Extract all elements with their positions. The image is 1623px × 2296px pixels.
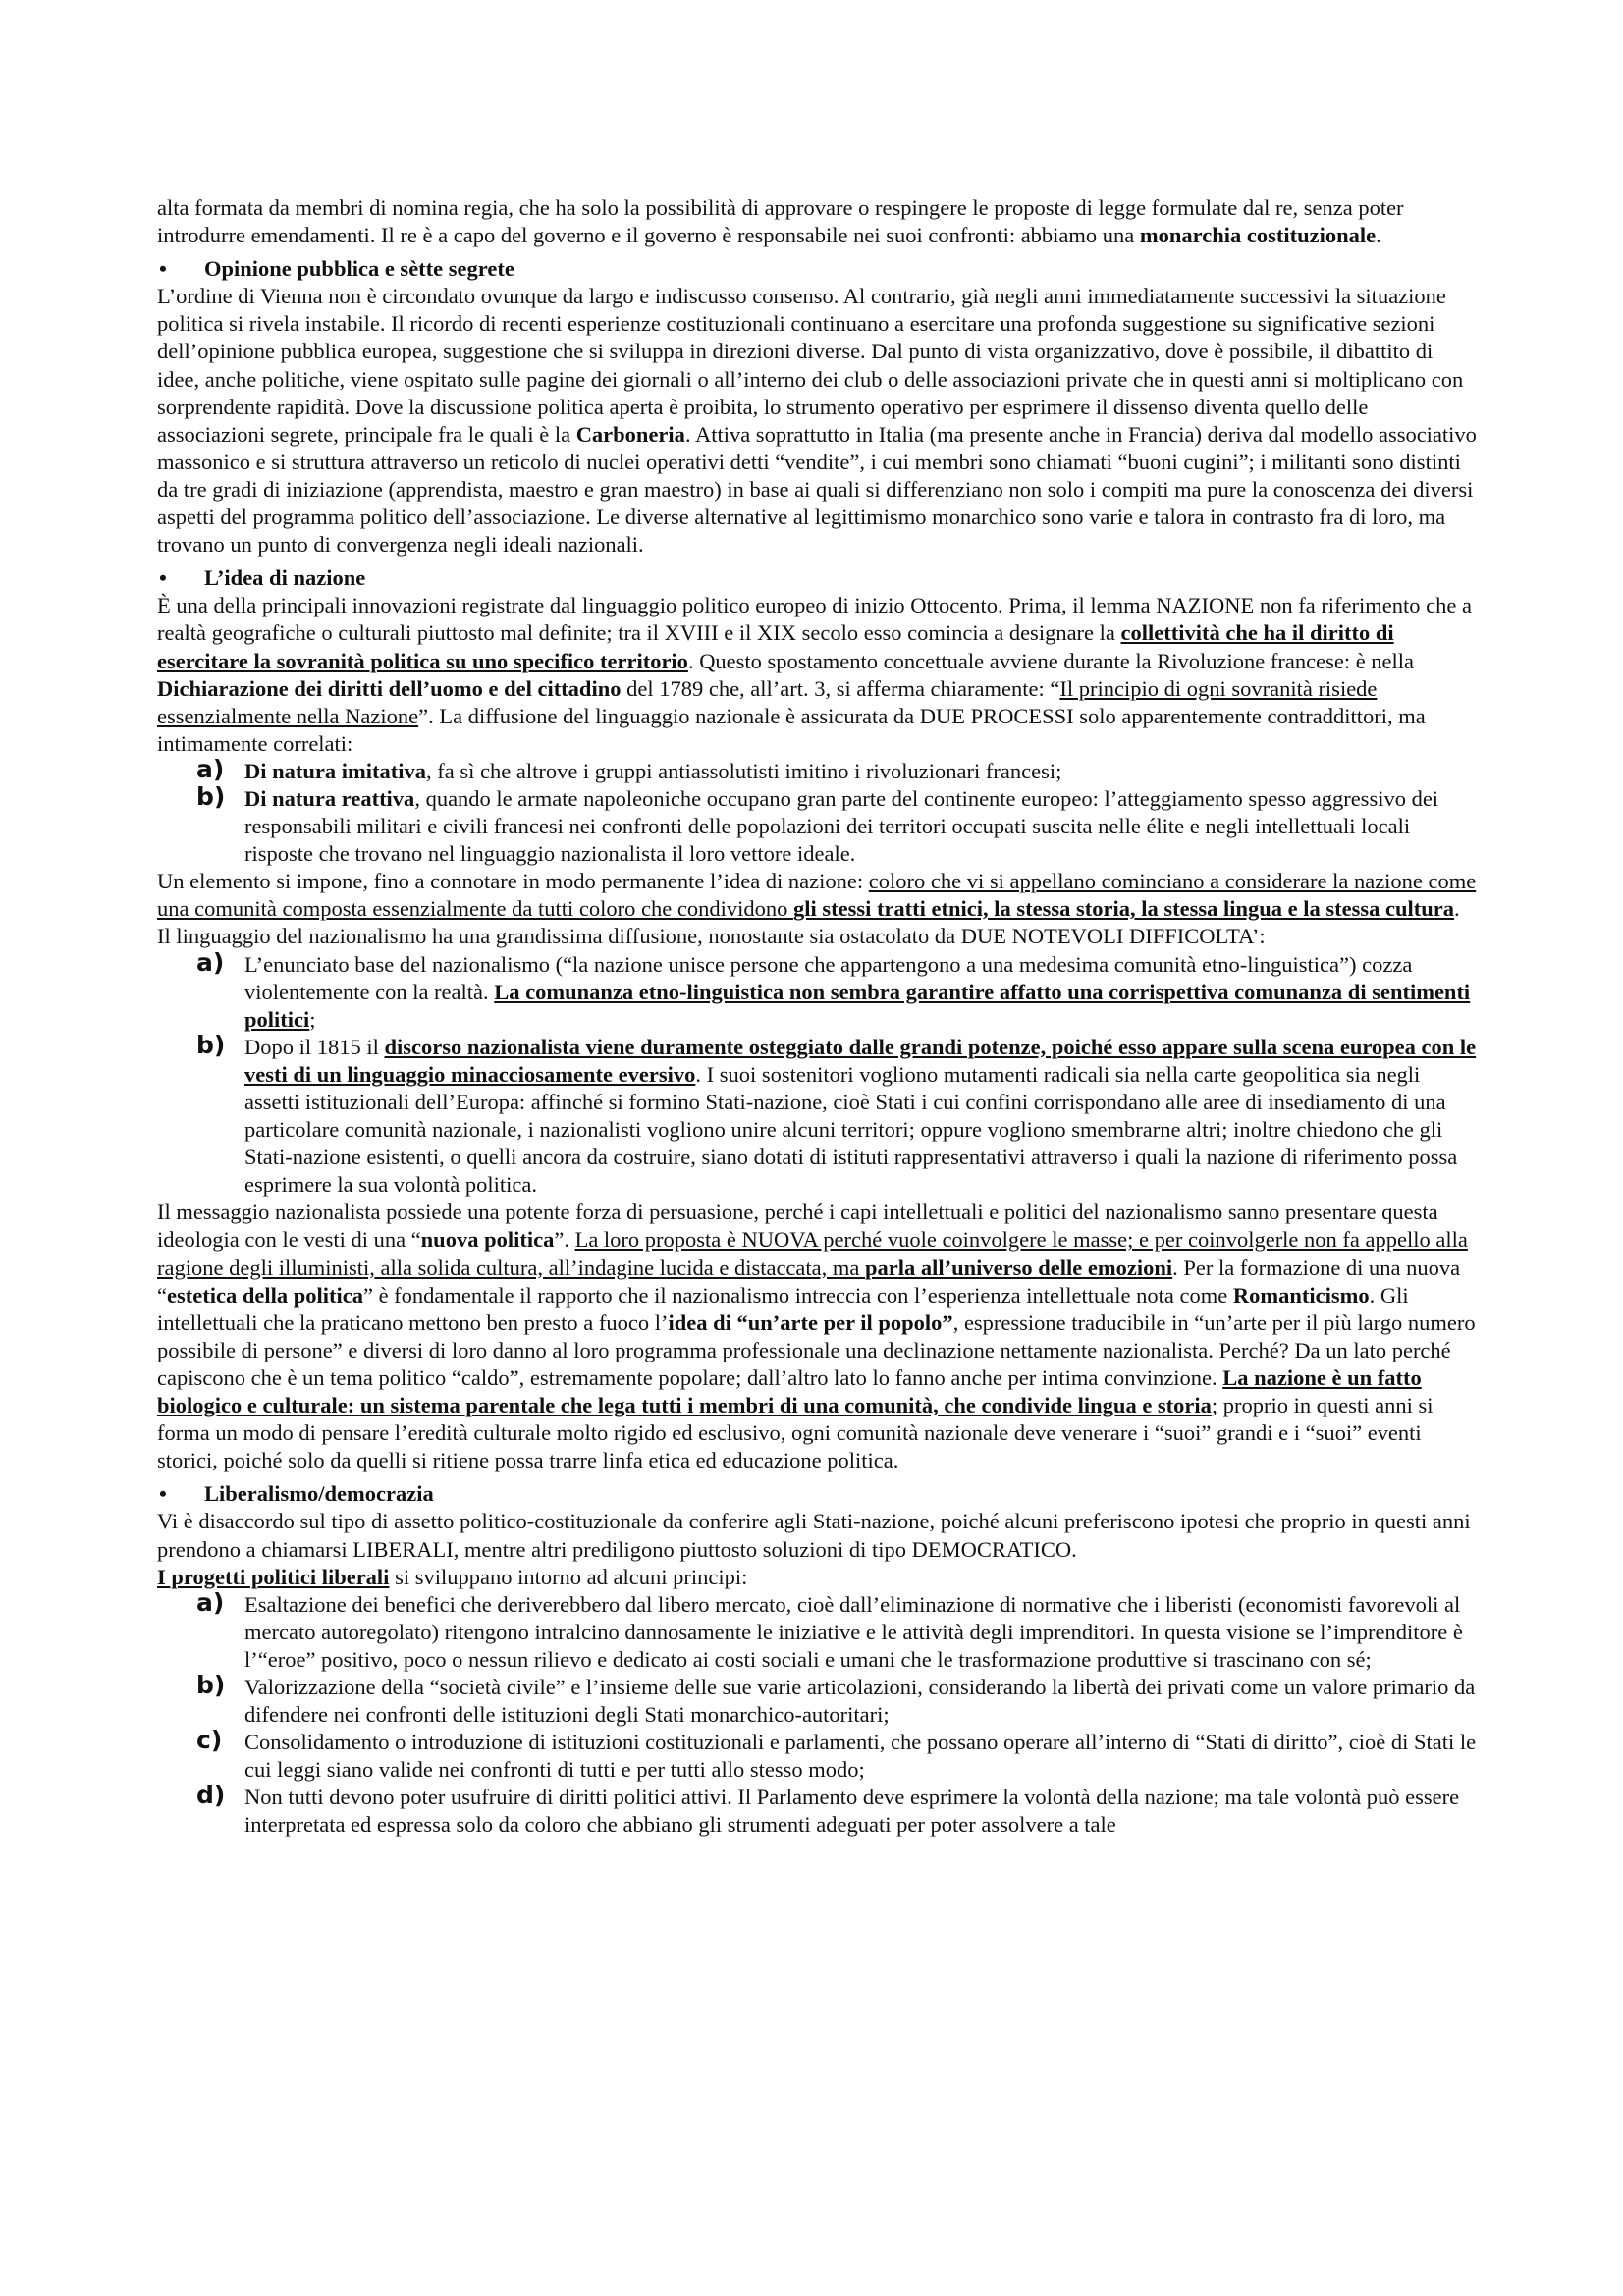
list-marker: b) xyxy=(196,1670,226,1699)
text-run: Valorizzazione della “società civile” e l’insieme delle sue varie articolazioni, considerando la libertà dei privati come un valore primario da difendere nei confronti delle istituzioni degli Stati monarchico-autoritari; xyxy=(244,1674,1476,1728)
list-marker: c) xyxy=(196,1726,223,1755)
underlined-text: coloro che vi si appellano cominciano a considerare la nazione come una comunità composta essenzialmente da tutti coloro che condividono xyxy=(157,869,1477,922)
list-item-text xyxy=(244,1675,1475,1727)
bold-text: Carboneria xyxy=(575,421,685,447)
bold-text: Romanticismo xyxy=(1232,1282,1370,1308)
emphasis-text: La nazione è un fatto biologico e culturale: un sistema parentale che lega tutti i membri di una comunità, che condivide lingua e storia xyxy=(157,1364,1422,1418)
paragraph-messaggio xyxy=(157,1199,1478,1474)
bold-text: idea di “un’arte per il popolo” xyxy=(668,1309,953,1335)
text-run: . Il linguaggio del nazionalismo ha una grandissima diffusione, nonostante sia ostacolato da DUE NOTEVOLI DIFFICOLTA’: xyxy=(157,896,1460,949)
text-run: , espressione traducibile in “un’arte per il più largo numero possibile di persone” e diversi di loro danno al loro programma professionale una declinazione nettamente nazionalista. Perché? Da un lato perché capiscono che è un tema politico “caldo”, estremamente popolare; dall’altro lato lo fanno anche per intima convinzione. xyxy=(157,1309,1476,1390)
text-run: ” è fondamentale il rapporto che il nazionalismo intreccia con l’esperienza intellettuale nota come xyxy=(362,1282,1233,1308)
underlined-text: Il principio di ogni sovranità risiede essenzialmente nella Nazione xyxy=(157,675,1378,728)
bullet-icon: • xyxy=(159,1481,167,1507)
text-run: . Gli intellettuali che la praticano mettono ben presto a fuoco l’ xyxy=(157,1282,1409,1335)
list-marker: a) xyxy=(196,1587,225,1617)
list-item xyxy=(157,1030,1478,1200)
text-run: Non tutti devono poter usufruire di diritti politici attivi. Il Parlamento deve esprimere la volontà della nazione; ma tale volontà può essere interpretata ed espressa solo da coloro che abbiano gli strumenti adeguati per poter assolvere a tale xyxy=(244,1785,1460,1838)
list-item-text xyxy=(244,1035,1476,1197)
bold-text: estetica della politica xyxy=(167,1282,363,1308)
list-difficolta xyxy=(157,947,1478,1200)
text-run: ”. xyxy=(554,1227,575,1253)
bullet-icon: • xyxy=(159,565,167,591)
text-run: ; xyxy=(309,1006,316,1032)
paragraph-elemento xyxy=(157,868,1478,950)
list-item-text xyxy=(244,759,1061,783)
emphasis-text: parla all’universo delle emozioni xyxy=(865,1255,1173,1280)
bold-underlined-text xyxy=(157,1565,389,1589)
text-run: , fa sì che altrove i gruppi antiassolutisti imitino i rivoluzionari francesi; xyxy=(426,758,1062,783)
text-run: Il messaggio nazionalista possiede una potente forza di persuasione, perché i capi intellettuali e politici del nazionalismo sanno presentare questa ideologia con le vesti di una “ xyxy=(157,1200,1438,1253)
bold-text: Di natura imitativa xyxy=(244,758,426,783)
list-principi xyxy=(157,1587,1478,1840)
text-run: . Per la formazione di una nuova “ xyxy=(157,1255,1461,1308)
list-item xyxy=(157,947,1478,1034)
text-run: ”. La diffusione del linguaggio nazionale è assicurata da DUE PROCESSI solo apparentemente contraddittori, ma intimamente correlati: xyxy=(157,703,1426,756)
text-run: Esaltazione dei benefici che deriverebbero dal libero mercato, cioè dall’eliminazione di normative che i liberisti (economisti favorevoli al mercato autoregolato) ritengono intralcino dannosamente le iniziative e le attività degli imprenditori. In questa visione se l’imprenditore è l’“eroe” positivo, poco o nessun rilievo e dedicato ai costi sociali e umani che le trasformazione produttive si trascinano con sé; xyxy=(244,1591,1463,1672)
text-run: del 1789 che, all’art. 3, si afferma chiaramente: “ xyxy=(621,675,1060,701)
section-heading-liberalismo xyxy=(157,1480,1478,1508)
text-run: È una della principali innovazioni registrate dal linguaggio politico europeo di inizio Ottocento. Prima, il lemma NAZIONE non fa riferimento che a realtà geografiche o culturali piuttosto mal definite; tra il XVIII e il XIX secolo esso comincia a designare la xyxy=(157,593,1472,646)
emphasis-text: collettività che ha il diritto di esercitare la sovranità politica su uno specifico territorio xyxy=(157,620,1394,673)
text-run: L’enunciato base del nazionalismo (“la nazione unisce persone che appartengono a una medesima comunità etno-linguistica”) cozza violentemente con la realtà. xyxy=(244,951,1413,1004)
list-item xyxy=(157,1587,1478,1674)
paragraph-nazione xyxy=(157,592,1478,758)
text-run: , quando le armate napoleoniche occupano gran parte del continente europeo: l’atteggiamento spesso aggressivo dei responsabili militari e civili francesi nei confronti delle popolazioni dei territori occupati suscita nelle élite e negli intellettuali locali risposte che trovano nel linguaggio nazionalista il loro vettore ideale. xyxy=(244,785,1439,867)
bold-underlined-text xyxy=(865,1255,1172,1280)
list-marker: a) xyxy=(196,947,225,977)
list-item xyxy=(157,1726,1478,1784)
text-run: si sviluppano intorno ad alcuni principi: xyxy=(389,1564,748,1589)
text-run: . I suoi sostenitori vogliono mutamenti radicali sia nella carte geopolitica sia negli assetti istituzionali dell’Europa: affinché si formino Stati-nazione, cioè Stati i cui confini corrispondano alle aree di insediamento di una particolare comunità nazionale, i nazionalisti vogliono unire alcuni territori; oppure vogliono smembrarne altri; inoltre chiedono che gli Stati-nazione esistenti, o quelli ancora da costruire, siano dotati di istituti rappresentativi attraverso i quali la nazione di riferimento possa esprimere la sua volontà politica. xyxy=(244,1061,1458,1198)
bold-text: Dichiarazione dei diritti dell’uomo e del cittadino xyxy=(157,675,622,701)
text-run: . Attiva soprattutto in Italia (ma presente anche in Francia) deriva dal modello associativo massonico e si struttura attraverso un reticolo di nuclei operativi detti “vendite”, i cui membri sono chiamati “buoni cugini”; i militanti sono distinti da tre gradi di iniziazione (apprendista, maestro e gran maestro) in base ai quali si differenziano non solo i compiti ma pure la conoscenza dei diversi aspetti del programma politico dell’associazione. Le diverse alternative al legittimismo monarchico sono varie e talora in contrasto fra di loro, ma trovano un punto di convergenza negli ideali nazionali. xyxy=(157,421,1477,558)
underlined-text: La loro proposta è NUOVA perché vuole coinvolgere le masse; e per coinvolgerle non fa appello alla ragione degli illuministi, alla solida cultura, all’indagine lucida e distaccata, ma xyxy=(157,1227,1468,1280)
list-item-text xyxy=(244,786,1438,866)
list-item xyxy=(157,754,1478,785)
text-run: alta formata da membri di nomina regia, che ha solo la possibilità di approvare o respingere le proposte di legge formulate dal re, senza poter introdurre emendamenti. Il re è a capo del governo e il governo è responsabile nei suoi confronti: abbiamo una xyxy=(157,195,1404,248)
text-run: Consolidamento o introduzione di istituzioni costituzionali e parlamenti, che possano operare all’interno di “Stati di diritto”, cioè di Stati le cui leggi siano valide nei confronti di tutti e per tutti allo stesso modo; xyxy=(244,1730,1477,1783)
list-item xyxy=(157,1781,1478,1839)
list-marker: b) xyxy=(196,781,226,811)
text-run: ; proprio in questi anni si forma un modo di pensare l’eredità culturale molto rigido ed esclusivo, ogni comunità nazionale deve venerare i “suoi” grandi e i “suoi” eventi storici, poiché solo da quelli si ritiene possa trarre linfa etica ed educazione politica. xyxy=(157,1393,1434,1473)
list-marker: b) xyxy=(196,1030,226,1059)
heading-text: L’idea di nazione xyxy=(204,565,366,591)
list-item-text xyxy=(244,952,1470,1032)
text-run: L’ordine di Vienna non è circondato ovunque da largo e indiscusso consenso. Al contrario, già negli anni immediatamente successivi la situazione politica si rivela instabile. Il ricordo di recenti esperienze costituzionali continuano a esercitare una profonda suggestione su significative sezioni dell’opinione pubblica europea, suggestione che si sviluppa in direzioni diverse. Dal punto di vista organizzativo, dove è possibile, il dibattito di idee, anche politiche, viene ospitato sulle pagine dei giornali o all’interno dei club o delle associazioni private che in questi anni si moltiplicano con sorprendente rapidità. Dove la discussione politica aperta è proibita, lo strumento operativo per esprimere il dissenso diventa quello delle associazioni segrete, principale fra le quali è la xyxy=(157,284,1464,447)
intro-paragraph xyxy=(157,194,1478,249)
list-item-text xyxy=(244,1730,1476,1782)
bold-text: nuova politica xyxy=(420,1227,555,1253)
bold-underlined-text xyxy=(793,896,1454,921)
heading-text: Liberalismo/democrazia xyxy=(204,1481,434,1507)
bold-text: Di natura reattiva xyxy=(244,785,415,811)
text-run: Un elemento si impone, fino a connotare in modo permanente l’idea di nazione: xyxy=(157,869,869,894)
paragraph-progetti-liberali xyxy=(157,1564,1478,1591)
paragraph-disaccordo xyxy=(157,1508,1478,1563)
text-run: . Questo spostamento concettuale avviene durante la Rivoluzione francese: è nella xyxy=(687,648,1415,673)
section-heading-nazione xyxy=(157,564,1478,592)
bullet-icon: • xyxy=(159,256,167,282)
list-item-text xyxy=(244,1785,1459,1837)
section-heading-opinione xyxy=(157,255,1478,283)
text-run: . xyxy=(1376,223,1381,248)
page-content xyxy=(157,194,1478,1840)
emphasis-text: La comunanza etno-linguistica non sembra garantire affatto una corrispettiva comunanza di sentimenti politici xyxy=(244,979,1471,1032)
bold-text: monarchia costituzionale xyxy=(1139,223,1377,248)
list-item xyxy=(157,781,1478,868)
list-marker: d) xyxy=(196,1781,226,1810)
list-item xyxy=(157,1670,1478,1729)
list-item-text xyxy=(244,1592,1463,1672)
emphasis-text: discorso nazionalista viene duramente osteggiato dalle grandi potenze, poiché esso appare sulla scena europea con le vesti di un linguaggio minacciosamente eversivo xyxy=(244,1034,1477,1087)
emphasis-text: gli stessi tratti etnici, la stessa storia, la stessa lingua e la stessa cultura xyxy=(792,896,1455,922)
paragraph-opinione xyxy=(157,283,1478,559)
list-marker: a) xyxy=(196,754,225,783)
text-run: Dopo il 1815 il xyxy=(244,1034,385,1059)
emphasis-text: I progetti politici liberali xyxy=(157,1564,390,1589)
heading-text: Opinione pubblica e sètte segrete xyxy=(204,256,514,282)
list-due-processi xyxy=(157,754,1478,868)
text-run: Vi è disaccordo sul tipo di assetto politico-costituzionale da conferire agli Stati-nazione, poiché alcuni preferiscono ipotesi che proprio in questi anni prendono a chiamarsi LIBERALI, mentre altri prediligono piuttosto soluzioni di tipo DEMOCRATICO. xyxy=(157,1509,1471,1562)
